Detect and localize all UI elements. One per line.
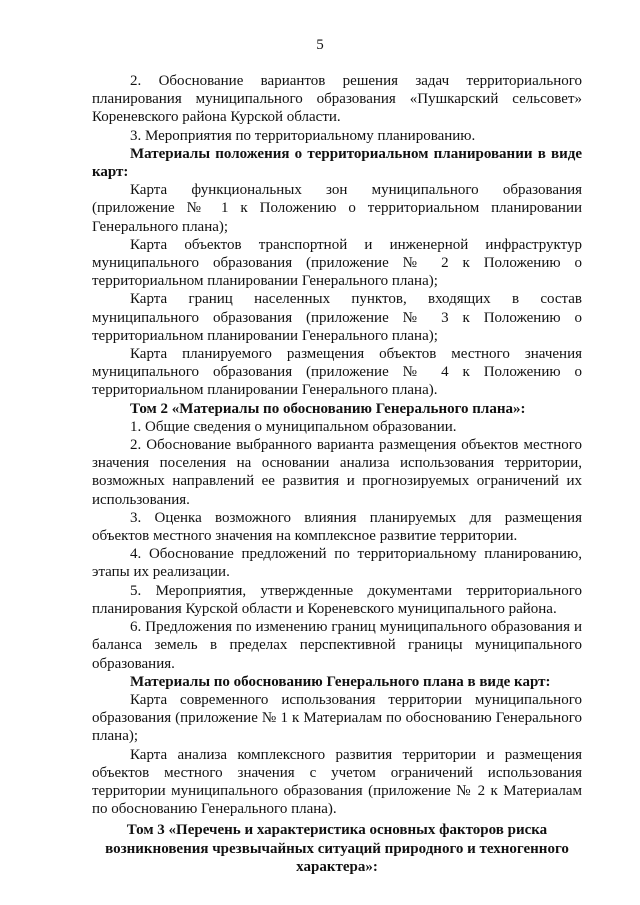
paragraph: 1. Общие сведения о муниципальном образовании. [130, 418, 457, 435]
paragraph: Карта анализа комплексного развития территории и размещения объектов местного значения с учетом ограничений использования территории муниципального образования (приложение № 2 к Материалам по обоснованию Генерального плана). [92, 746, 582, 818]
section-heading: Материалы положения о территориальном планировании в виде карт: [92, 145, 582, 181]
paragraph: 2. Обоснование выбранного варианта размещения объектов местного значения поселения на основании анализа использования территории, возможных направлений ее развития и прогнозируемых ограничений их использования. [92, 437, 582, 508]
paragraph: Карта современного использования территории муниципального образования (приложение № 1 к Материалам по обоснованию Генерального плана); [92, 691, 582, 745]
paragraph: 6. Предложения по изменению границ муниципального образования и баланса земель в пределах перспективной границы муниципального образования. [92, 619, 582, 672]
paragraph: 2. Обоснование вариантов решения задач территориального планирования муниципального образования «Пушкарский сельсовет» Кореневского района Курской области. [92, 73, 582, 126]
paragraph: Карта функциональных зон муниципального образования (приложение № 1 к Положению о территориальном планировании Генерального плана); [92, 182, 582, 235]
section-heading: Том 2 «Материалы по обоснованию Генерального плана»: [130, 400, 526, 417]
page-number: 5 [316, 37, 324, 53]
section-heading: Материалы по обоснованию Генерального плана в виде карт: [130, 673, 551, 690]
paragraph: Карта границ населенных пунктов, входящих в состав муниципального образования (приложение № 3 к Положению о территориальном планировании Генерального плана); [92, 291, 582, 344]
section-heading: Том 3 «Перечень и характеристика основных факторов риска возникновения чрезвычайных ситуаций природного и техногенного характера»: [105, 822, 569, 875]
document-body [92, 72, 582, 876]
paragraph: 3. Оценка возможного влияния планируемых для размещения объектов местного значения на комплексное развитие территории. [92, 509, 582, 545]
paragraph: Карта объектов транспортной и инженерной инфраструктур муниципального образования (приложение № 2 к Положению о территориальном планировании Генерального плана); [92, 236, 582, 290]
paragraph: 3. Мероприятия по территориальному планированию. [130, 127, 476, 144]
paragraph: Карта планируемого размещения объектов местного значения муниципального образования (приложение № 4 к Положению о территориальном планировании Генерального плана). [92, 346, 582, 399]
paragraph: 5. Мероприятия, утвержденные документами территориального планирования Курской области и Кореневского муниципального района. [92, 582, 582, 617]
paragraph: 4. Обоснование предложений по территориальному планированию, этапы их реализации. [92, 546, 582, 581]
